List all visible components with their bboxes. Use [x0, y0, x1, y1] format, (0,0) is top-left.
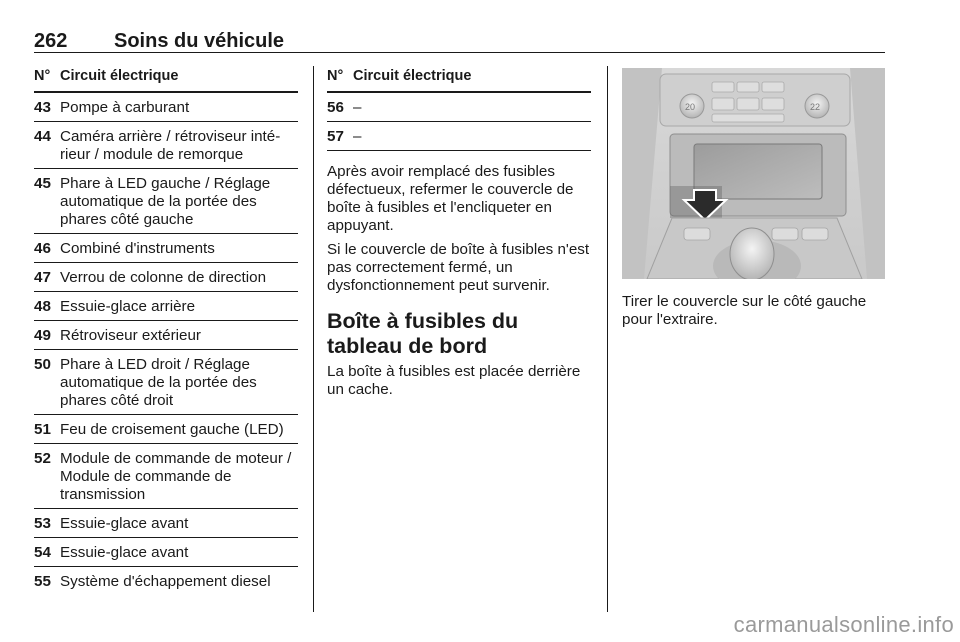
- circuit-description: Pompe à carburant: [60, 99, 190, 116]
- circuit-description: Caméra arrière / rétroviseur intérieur / module de remorque: [60, 128, 281, 163]
- circuit-description: Phare à LED droit / Réglage automatique de la portée des phares côté droit: [60, 356, 257, 409]
- table-row: [34, 444, 298, 509]
- page-header: [34, 30, 885, 53]
- column-divider: [607, 66, 608, 612]
- fuse-number: 51: [34, 421, 51, 438]
- circuit-description: Verrou de colonne de direction: [60, 269, 267, 286]
- circuit-description: Module de commande de moteur / Module de commande de transmission: [60, 450, 292, 503]
- fuse-number: 56: [327, 99, 344, 116]
- paragraph-replace-fuses: Après avoir remplacé des fusibles défectueux, refermer le couvercle de boîte à fusibles et l'encliqueter en appuyant.: [327, 163, 574, 234]
- circuit-description: –: [353, 99, 362, 116]
- knob-label-left: 20: [685, 102, 696, 112]
- paragraph-fusebox-location: La boîte à fusibles est placée derrière un cache.: [327, 363, 581, 398]
- fuse-number: 50: [34, 356, 51, 373]
- table-header: [327, 68, 591, 93]
- col-header-circuit: Circuit électrique: [60, 68, 179, 84]
- table-row: [327, 93, 591, 122]
- page-number: 262: [34, 30, 68, 52]
- circuit-description: Feu de croisement gauche (LED): [60, 421, 284, 438]
- fuse-number: 47: [34, 269, 51, 286]
- knob-label-right: 22: [810, 102, 821, 112]
- fuse-number: 49: [34, 327, 51, 344]
- table-row: [34, 122, 298, 169]
- table-row: [34, 263, 298, 292]
- circuit-description: Combiné d'instruments: [60, 240, 215, 257]
- paragraph-cover-warning: Si le couvercle de boîte à fusibles n'est pas correctement fermé, un dysfonctionnement peut survenir.: [327, 241, 590, 294]
- fuse-number: 52: [34, 450, 51, 467]
- table-header: [34, 68, 298, 93]
- circuit-description: Rétroviseur extérieur: [60, 327, 201, 344]
- fuse-number: 45: [34, 175, 51, 192]
- text-column-middle: [327, 68, 591, 399]
- table-row: [34, 415, 298, 444]
- footer-watermark: carmanualsonline.info: [733, 612, 954, 637]
- circuit-description: –: [353, 128, 362, 145]
- column-divider: [313, 66, 314, 612]
- table-row: [34, 292, 298, 321]
- circuit-description: Phare à LED gauche / Réglage automatique de la portée des phares côté gauche: [60, 175, 271, 228]
- circuit-description: Essuie-glace avant: [60, 544, 189, 561]
- col-header-number: N°: [34, 68, 51, 84]
- circuit-description: Système d'échappement diesel: [60, 573, 271, 590]
- table-body: [327, 93, 591, 151]
- fuse-number: 44: [34, 128, 51, 145]
- table-row: [34, 567, 298, 595]
- circuit-description: Essuie-glace avant: [60, 515, 189, 532]
- fuse-number: 43: [34, 99, 51, 116]
- table-row: [34, 538, 298, 567]
- table-row: [34, 350, 298, 415]
- figure-column: [622, 68, 885, 344]
- table-row: [34, 509, 298, 538]
- fuse-table-left: [34, 68, 298, 595]
- dashboard-fusebox-illustration: [622, 68, 885, 279]
- section-heading: Boîte à fusibles du tableau de bord: [327, 309, 519, 358]
- table-row: [327, 122, 591, 151]
- col-header-circuit: Circuit électrique: [353, 68, 472, 84]
- fuse-number: 46: [34, 240, 51, 257]
- table-row: [34, 169, 298, 234]
- page-title: Soins du véhicule: [114, 30, 285, 52]
- table-row: [34, 321, 298, 350]
- fuse-number: 53: [34, 515, 51, 532]
- fuse-number: 55: [34, 573, 51, 590]
- figure-caption: Tirer le couvercle sur le côté gauche pour l'extraire.: [622, 293, 867, 328]
- fuse-number: 48: [34, 298, 51, 315]
- gear-knob: [730, 228, 774, 279]
- table-row: [34, 93, 298, 122]
- col-header-number: N°: [327, 68, 344, 84]
- fuse-number: 57: [327, 128, 344, 145]
- fuse-number: 54: [34, 544, 51, 561]
- circuit-description: Essuie-glace arrière: [60, 298, 196, 315]
- table-row: [34, 234, 298, 263]
- table-body: [34, 93, 298, 595]
